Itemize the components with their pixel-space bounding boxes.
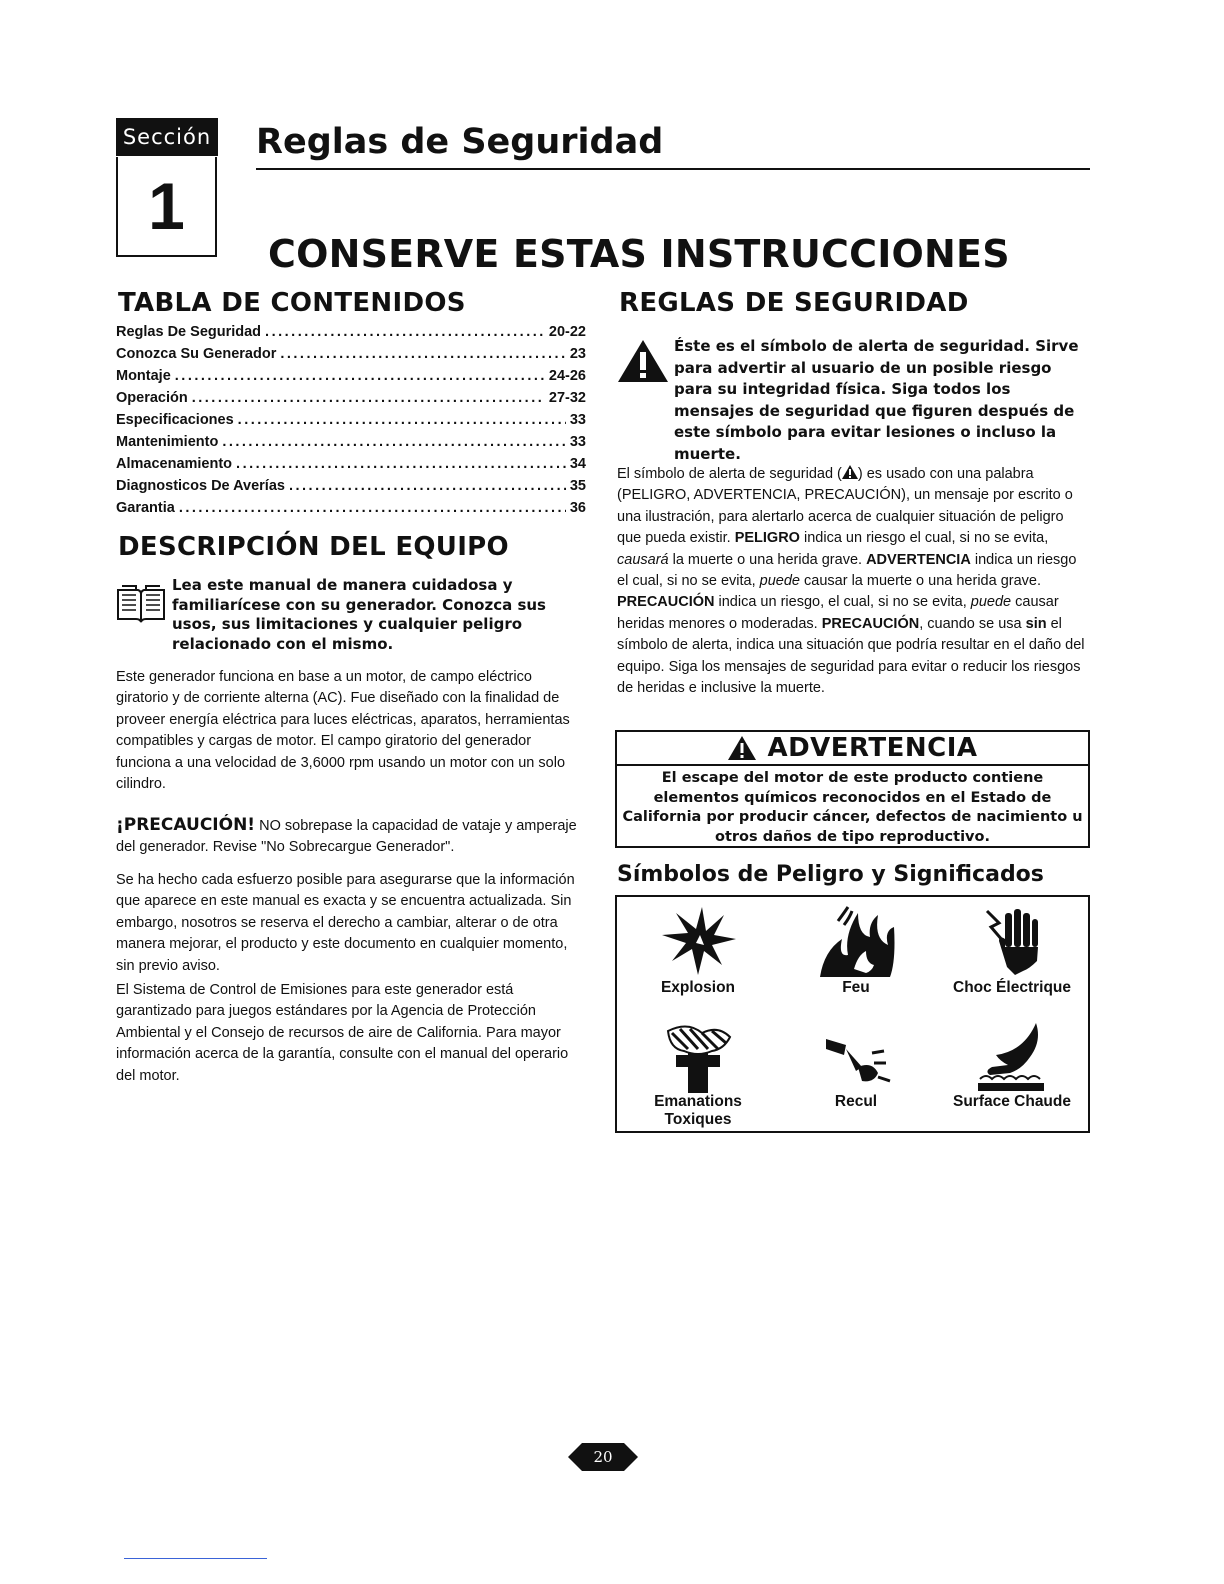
- toc-item-label: Conozca Su Generador: [116, 346, 277, 362]
- warning-label: ADVERTENCIA: [767, 733, 978, 763]
- hazard-fire: [777, 905, 935, 997]
- electric-shock-icon: [977, 905, 1047, 979]
- hazard-symbols-heading: Símbolos de Peligro y Significados: [617, 862, 1044, 887]
- toc-item[interactable]: [116, 412, 586, 434]
- toc-item-label: Operación: [116, 390, 188, 406]
- text-span: causar heridas menores o moderadas.: [617, 594, 1059, 632]
- explosion-icon: [658, 905, 738, 979]
- text-span: la muerte o una herida grave.: [668, 551, 867, 568]
- toc-item-pages: 23: [569, 346, 586, 362]
- toc-item[interactable]: [116, 456, 586, 478]
- toc-item-pages: 34: [569, 456, 586, 472]
- warning-header: [617, 732, 1088, 766]
- section-label: Sección: [116, 118, 218, 156]
- manual-intro-text: Lea este manual de manera cuidadosa y familiarícese con su generador. Conozca sus usos, sus limitaciones y cualquier peligro relacionado con el mismo.: [172, 576, 546, 653]
- hot-surface-icon: [970, 1021, 1054, 1093]
- toc-item-pages: 35: [569, 478, 586, 494]
- toc-item-pages: 36: [569, 500, 586, 516]
- title-divider: [256, 168, 1090, 170]
- hazard-label: Feu: [842, 979, 870, 996]
- text-span: , cuando se usa: [919, 615, 1026, 632]
- inline-alert-icon: [842, 465, 858, 479]
- emphasis-text: causará: [617, 551, 669, 568]
- warning-text: El escape del motor de este producto contiene elementos químicos reconocidos en el Estado de California por producir cáncer, defectos de nacimiento u otros daños de tipo reproductivo.: [622, 770, 1083, 845]
- precaucion-label: PRECAUCIÓN: [821, 615, 920, 632]
- peligro-label: PELIGRO: [734, 530, 800, 547]
- safety-rules-heading: REGLAS DE SEGURIDAD: [619, 288, 969, 318]
- hazard-label: Choc Électrique: [953, 979, 1071, 996]
- toc-item[interactable]: [116, 434, 586, 456]
- text-span: el símbolo de alerta, indica una situación que podría resultar en el daño del equipo. Siga los mensajes de seguridad para evitar o reducir los riesgos de heridas e inclusive la muerte.: [617, 615, 1085, 697]
- advertencia-label: ADVERTENCIA: [866, 551, 971, 568]
- text-span: causar la muerte o una herida grave.: [800, 573, 1041, 590]
- safety-alert-icon: [617, 338, 669, 384]
- hazard-kickback: [777, 1021, 935, 1111]
- description-heading: DESCRIPCIÓN DEL EQUIPO: [118, 532, 509, 562]
- toc-item[interactable]: [116, 346, 586, 368]
- hazard-symbols-panel: [615, 895, 1090, 1133]
- warning-alert-icon: [727, 735, 757, 761]
- toc-item-pages: 20-22: [548, 324, 586, 340]
- emphasis-text: puede: [759, 573, 800, 590]
- hazard-label: Surface Chaude: [952, 1093, 1071, 1110]
- fire-icon: [814, 905, 898, 979]
- description-paragraph: Este generador funciona en base a un motor, de campo eléctrico giratorio y de corriente alterna (AC). Fue diseñado con la finalidad de proveer energía eléctrica para luces eléctricas, aparatos, herramientas compatibles y cargas de motor. El campo giratorio del generador funciona a una velocidad de 3,6000 rpm usando un motor con un solo cilindro.: [116, 669, 570, 793]
- emphasis-text: sin: [1025, 615, 1047, 632]
- text-span: indica un riesgo el cual, si no se evita,: [799, 530, 1049, 547]
- hazard-label: Explosion: [660, 979, 736, 996]
- emissions-paragraph: El Sistema de Control de Emisiones para este generador está garantizado para juegos estándares por la Agencia de Protección Ambiental y el Consejo de recursos de aire de California. Para mayor información acerca de la garantía, consulte con el manual del operario del motor.: [116, 982, 569, 1084]
- toc-item-pages: 27-32: [548, 390, 586, 406]
- toc-item[interactable]: [116, 324, 586, 346]
- caution-text: NO sobrepase la capacidad de vataje y amperaje del generador. Revise "No Sobrecargue Generador".: [116, 818, 577, 856]
- toc-item-label: Especificaciones: [116, 412, 234, 428]
- precaucion-label: PRECAUCIÓN: [617, 594, 715, 611]
- section-number: 1: [116, 157, 217, 257]
- page-title: Reglas de Seguridad: [256, 122, 664, 162]
- hazard-label: Recul: [834, 1093, 878, 1110]
- text-span: ) es usado con una palabra (PELIGRO, ADVERTENCIA, PRECAUCIÓN), un mensaje por escrito o una ilustración, para alertarlo acerca de cualquier situación de peligro que pueda existir.: [617, 466, 1073, 547]
- toc-item-pages: 24-26: [548, 368, 586, 384]
- toc-item-label: Montaje: [116, 368, 171, 384]
- warning-box: [615, 730, 1090, 848]
- hazard-explosion: [619, 905, 777, 997]
- hazard-label: Emanations Toxiques: [654, 1093, 742, 1128]
- hazard-toxic-fumes: [619, 1021, 777, 1129]
- hazard-electric-shock: [933, 905, 1091, 997]
- toc-item[interactable]: [116, 500, 586, 522]
- toc-heading: TABLA DE CONTENIDOS: [118, 288, 466, 318]
- toc-item-pages: 33: [569, 434, 586, 450]
- text-span: indica un riesgo el cual, si no se evita,: [617, 551, 1077, 590]
- footer-rule: [124, 1558, 267, 1559]
- toc-item-label: Diagnosticos De Averías: [116, 478, 285, 494]
- page-subtitle: CONSERVE ESTAS INSTRUCCIONES: [268, 232, 1010, 276]
- table-of-contents: [116, 324, 586, 522]
- page-number: 20: [593, 1448, 613, 1466]
- caution-paragraph: [116, 815, 586, 859]
- toc-item[interactable]: [116, 478, 586, 500]
- emphasis-text: puede: [970, 594, 1012, 611]
- kickback-icon: [816, 1021, 896, 1093]
- toc-item-label: Garantia: [116, 500, 175, 516]
- toc-item-label: Reglas De Seguridad: [116, 324, 262, 340]
- text-span: indica un riesgo, el cual, si no se evita,: [714, 594, 971, 611]
- signal-words-paragraph: [617, 464, 1089, 699]
- accuracy-paragraph: Se ha hecho cada esfuerzo posible para asegurarse que la información que aparece en este manual es exacta y se encuentra actualizada. Sin embargo, nosotros se reserva el derecho a cambiar, alterar o de otra manera mejorar, el producto y este documento en cualquier momento, sin previo aviso.: [116, 872, 575, 974]
- text-span: El símbolo de alerta de seguridad (: [617, 466, 842, 482]
- safety-alert-intro: Éste es el símbolo de alerta de seguridad. Sirve para advertir al usuario de un posible riesgo para su integridad física. Siga todos los mensajes de seguridad que figuren después de este símbolo para evitar lesiones o incluso la muerte.: [674, 337, 1079, 463]
- toc-item[interactable]: [116, 390, 586, 412]
- hazard-hot-surface: [933, 1021, 1091, 1111]
- toc-item-pages: 33: [569, 412, 586, 428]
- toc-item[interactable]: [116, 368, 586, 390]
- manual-book-icon: [116, 582, 166, 624]
- toc-item-label: Mantenimiento: [116, 434, 219, 450]
- toc-item-label: Almacenamiento: [116, 456, 233, 472]
- toxic-fumes-icon: [658, 1021, 738, 1093]
- caution-label: ¡PRECAUCIÓN!: [116, 815, 256, 835]
